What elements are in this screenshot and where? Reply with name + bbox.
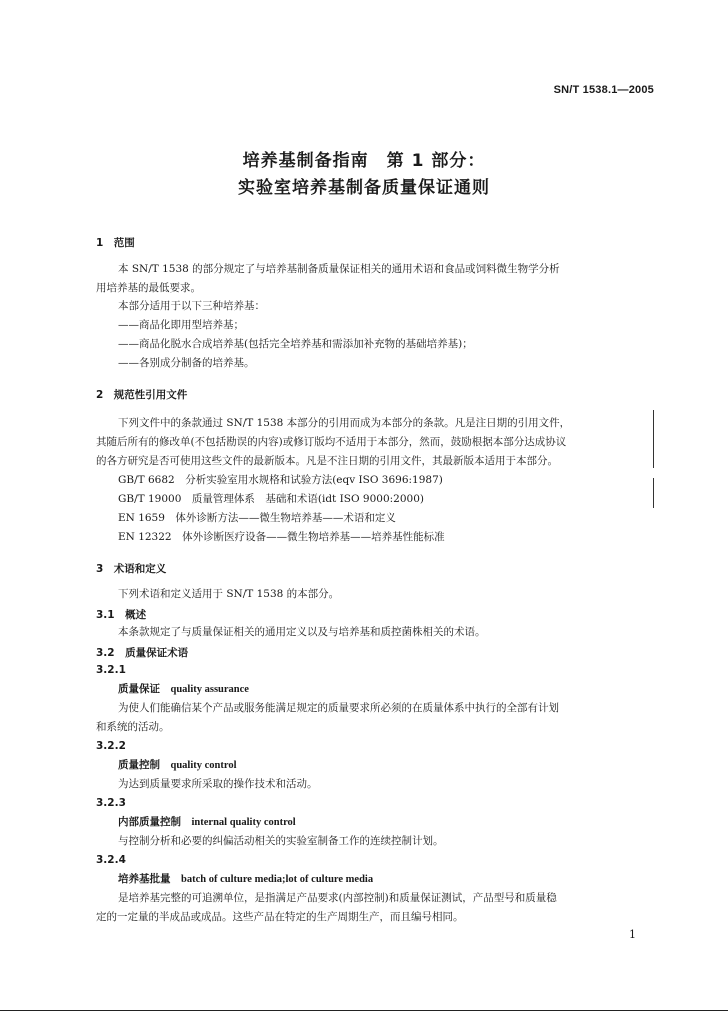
sec1-para2: 本部分适用于以下三种培养基： — [118, 300, 265, 312]
definition-text: 是培养基完整的可追溯单位，是指满足产品要求(内部控制)和质量保证测试，产品型号和质量稳 — [118, 892, 557, 904]
definition-text: 为使人们能确信某个产品或服务能满足规定的质量要求所必须的在质量体系中执行的全部有计划 — [118, 702, 559, 714]
sec1-item: ——商品化脱水合成培养基(包括完全培养基和需添加补充物的基础培养基)； — [118, 338, 473, 350]
clause-3-2-4: 3.2.4 — [96, 854, 126, 866]
definition-text-cont: 和系统的活动。 — [96, 721, 170, 733]
reference-item: GB/T 6682 分析实验室用水规格和试验方法(eqv ISO 3696:1987) — [118, 474, 443, 486]
sec2-para1-cont: 其随后所有的修改单(不包括勘误的内容)或修订版均不适用于本部分，然而，鼓励根据本部分达成协议 — [96, 436, 567, 448]
definition-text: 为达到质量要求所采取的操作技术和活动。 — [118, 778, 318, 790]
clause-3-2-1: 3.2.1 — [96, 664, 126, 676]
section-2-heading: 2 规范性引用文件 — [96, 389, 188, 401]
clause-3-2-3: 3.2.3 — [96, 797, 126, 809]
clause-3-2-heading: 3.2 质量保证术语 — [96, 647, 189, 659]
reference-item: EN 1659 体外诊断方法——微生物培养基——术语和定义 — [118, 512, 396, 524]
sec2-para1-cont2: 的各方研究是否可使用这些文件的最新版本。凡是不注日期的引用文件，其最新版本适用于本部分。 — [96, 455, 558, 467]
sec3-para1: 下列术语和定义适用于 SN/T 1538 的本部分。 — [118, 588, 340, 600]
revision-bar — [653, 478, 654, 508]
clause-3-1-heading: 3.1 概述 — [96, 609, 147, 621]
clause-3-1-text: 本条款规定了与质量保证相关的通用定义以及与培养基和质控菌株相关的术语。 — [118, 626, 486, 638]
sec1-item: ——商品化即用型培养基； — [118, 319, 244, 331]
standard-number: SN/T 1538.1—2005 — [553, 84, 654, 96]
reference-item: EN 12322 体外诊断医疗设备——微生物培养基——培养基性能标准 — [118, 531, 445, 543]
doc-title-line2: 实验室培养基制备质量保证通则 — [238, 178, 490, 198]
definition-text: 与控制分析和必要的纠偏活动相关的实验室制备工作的连续控制计划。 — [118, 835, 444, 847]
sec2-para1: 下列文件中的条款通过 SN/T 1538 本部分的引用而成为本部分的条款。凡是注日期的引用文件， — [118, 417, 571, 429]
term-quality-control: 质量控制 quality control — [118, 760, 237, 771]
term-quality-assurance: 质量保证 quality assurance — [118, 684, 249, 695]
sec1-item: ——各别成分制备的培养基。 — [118, 357, 255, 369]
revision-bar — [653, 410, 654, 468]
definition-text-cont: 定的一定量的半成品或成品。这些产品在特定的生产周期生产，而且编号相同。 — [96, 911, 464, 923]
term-internal-quality-control: 内部质量控制 internal quality control — [118, 817, 296, 828]
reference-item: GB/T 19000 质量管理体系 基础和术语(idt ISO 9000:2000) — [118, 493, 424, 505]
sec1-para1-cont: 用培养基的最低要求。 — [96, 282, 201, 294]
section-3-heading: 3 术语和定义 — [96, 563, 167, 575]
page-number: 1 — [629, 928, 636, 941]
clause-3-2-2: 3.2.2 — [96, 740, 126, 752]
sec1-para1: 本 SN/T 1538 的部分规定了与培养基制备质量保证相关的通用术语和食品或饲料微生物学分析 — [118, 263, 560, 275]
term-batch-culture-media: 培养基批量 batch of culture media;lot of culture media — [118, 874, 374, 885]
section-1-heading: 1 范围 — [96, 237, 135, 249]
page-bottom-border — [0, 1010, 728, 1011]
doc-title-line1: 培养基制备指南 第 1 部分： — [242, 151, 486, 171]
